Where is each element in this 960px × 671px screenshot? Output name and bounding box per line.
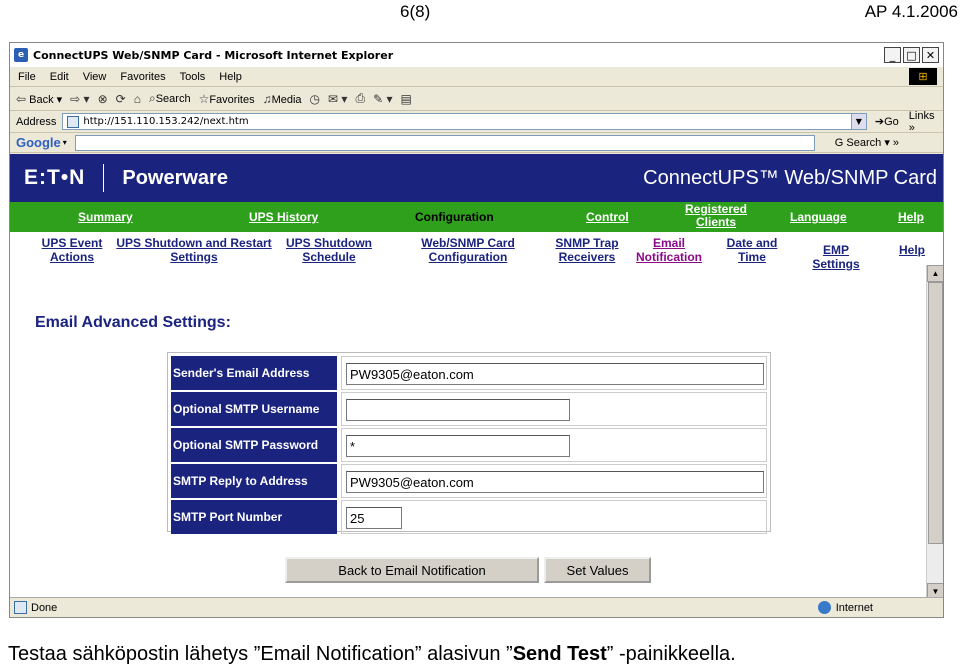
scroll-thumb[interactable]	[928, 282, 943, 544]
refresh-icon[interactable]: ⟳	[115, 91, 126, 106]
smtp-password-input[interactable]	[346, 435, 570, 457]
google-search-input[interactable]	[75, 135, 815, 151]
port-label: SMTP Port Number	[171, 500, 337, 534]
nav-language[interactable]: Language	[790, 210, 847, 224]
links-button[interactable]: Links »	[908, 109, 935, 134]
back-button[interactable]: ⇦ Back ▾	[16, 91, 63, 106]
address-label: Address	[16, 115, 57, 128]
go-button[interactable]: ➔Go	[874, 116, 899, 128]
caption-part2: ” -painikkeella.	[606, 643, 736, 665]
ie-icon: e	[14, 48, 28, 62]
nav-help[interactable]: Help	[898, 210, 925, 224]
document-date: AP 4.1.2006	[864, 2, 958, 21]
reply-row	[171, 464, 767, 498]
print-icon[interactable]: ⎙	[355, 91, 366, 105]
page-icon	[67, 116, 79, 128]
subnav-shutdown-schedule[interactable]: UPS Shutdown Schedule	[286, 236, 372, 264]
password-row	[171, 428, 767, 462]
username-row	[171, 392, 767, 426]
search-label: Search	[155, 93, 191, 105]
menu-bar	[10, 67, 943, 87]
address-url: http://151.110.153.242/next.htm	[83, 116, 249, 127]
password-cell	[341, 428, 767, 462]
mail-icon[interactable]: ✉ ▾	[328, 91, 348, 106]
reply-cell	[341, 464, 767, 498]
star-icon: ☆	[198, 91, 210, 106]
password-label: Optional SMTP Password	[171, 428, 337, 462]
nav-configuration[interactable]: Configuration	[415, 210, 494, 224]
menu-help[interactable]: Help	[219, 70, 242, 83]
subnav-email-notification[interactable]: Email Notification	[636, 236, 702, 264]
sender-email-input[interactable]	[346, 363, 764, 385]
menu-view[interactable]: View	[82, 70, 107, 83]
menu-favorites[interactable]: Favorites	[120, 70, 166, 83]
windows-logo-icon: ⊞	[909, 68, 937, 85]
minimize-button[interactable]: _	[884, 47, 901, 63]
username-cell	[341, 392, 767, 426]
set-values-button[interactable]: Set Values	[544, 557, 651, 583]
smtp-username-input[interactable]	[346, 399, 570, 421]
globe-icon	[818, 601, 831, 614]
toolbar	[10, 87, 943, 111]
nav-summary[interactable]: Summary	[78, 210, 133, 224]
media-icon: ♫	[262, 91, 272, 106]
vertical-scrollbar[interactable]	[926, 265, 943, 583]
home-icon[interactable]: ⌂	[133, 91, 141, 106]
back-arrow-icon: ⇦	[16, 91, 27, 106]
google-search-label: Search	[846, 137, 882, 149]
port-row	[171, 500, 767, 534]
forward-icon[interactable]: ⇨ ▾	[70, 91, 90, 106]
subnav-snmp-trap-receivers[interactable]: SNMP Trap Receivers	[555, 236, 619, 264]
primary-nav	[10, 202, 943, 232]
caption-bold: Send Test	[512, 643, 607, 665]
subnav-emp-settings[interactable]: EMP Settings	[812, 243, 860, 271]
search-icon: ⌕	[148, 91, 156, 105]
sender-label: Sender's Email Address	[171, 356, 337, 390]
status-bar	[10, 597, 943, 617]
back-label: Back	[29, 93, 54, 106]
search-button[interactable]	[149, 91, 191, 106]
secondary-nav	[10, 232, 943, 271]
smtp-reply-input[interactable]	[346, 471, 764, 493]
google-dropdown-icon[interactable]: ▾	[62, 138, 67, 147]
powerware-logo: Powerware	[122, 166, 228, 189]
google-search-button[interactable]: G Search ▾ »	[834, 137, 900, 149]
nav-registered-clients[interactable]: Registered Clients	[684, 202, 748, 229]
links-label: Links	[908, 109, 935, 122]
caption-part1: Testaa sähköpostin lähetys ”Email Notification” alasivun ”	[8, 643, 513, 665]
discuss-icon[interactable]: ▤	[400, 91, 412, 106]
security-zone	[818, 601, 873, 614]
document-caption	[8, 643, 736, 666]
smtp-port-input[interactable]	[346, 507, 402, 529]
go-label: Go	[884, 116, 899, 128]
email-settings-form	[167, 352, 771, 532]
maximize-button[interactable]: □	[903, 47, 920, 63]
sender-cell	[341, 356, 767, 390]
address-bar	[10, 111, 943, 133]
scroll-down-icon[interactable]: ▼	[927, 583, 943, 600]
nav-control[interactable]: Control	[586, 210, 629, 224]
page-done-icon	[14, 601, 27, 614]
subnav-help[interactable]: Help	[898, 243, 925, 257]
google-toolbar	[10, 133, 943, 153]
nav-ups-history[interactable]: UPS History	[249, 210, 319, 224]
scroll-up-icon[interactable]: ▲	[927, 265, 943, 282]
address-dropdown-icon[interactable]: ▼	[851, 114, 866, 129]
document-page-number: 6(8)	[400, 2, 431, 21]
menu-file[interactable]: File	[18, 70, 36, 83]
address-input[interactable]	[62, 113, 867, 130]
subnav-ups-event-actions[interactable]: UPS Event Actions	[41, 236, 103, 264]
media-button[interactable]	[263, 92, 302, 106]
history-icon[interactable]: ◷	[309, 91, 321, 106]
web-content	[10, 154, 943, 603]
product-name: ConnectUPS™ Web/SNMP Card	[643, 166, 937, 189]
close-button[interactable]: ✕	[922, 47, 939, 63]
menu-tools[interactable]: Tools	[179, 70, 206, 83]
username-label: Optional SMTP Username	[171, 392, 337, 426]
brand-header	[10, 154, 943, 202]
subnav-card-configuration[interactable]: Web/SNMP Card Configuration	[421, 236, 515, 264]
sender-row	[171, 356, 767, 390]
google-logo[interactable]: Google	[16, 135, 61, 150]
reply-label: SMTP Reply to Address	[171, 464, 337, 498]
brand-divider	[103, 164, 104, 192]
favorites-label: Favorites	[209, 93, 255, 106]
zone-text: Internet	[835, 601, 873, 614]
title-bar	[10, 43, 943, 67]
port-cell	[341, 500, 767, 534]
window-title: ConnectUPS Web/SNMP Card - Microsoft Internet Explorer	[33, 48, 394, 62]
status-text: Done	[31, 601, 58, 614]
subnav-date-time[interactable]: Date and Time	[726, 236, 778, 264]
eaton-logo: E:T•N	[24, 166, 86, 189]
menu-edit[interactable]: Edit	[49, 70, 69, 83]
subnav-shutdown-restart[interactable]: UPS Shutdown and Restart Settings	[116, 236, 272, 264]
media-label: Media	[271, 93, 302, 106]
browser-window	[9, 42, 944, 618]
page-title: Email Advanced Settings:	[35, 314, 231, 331]
edit-icon[interactable]: ✎ ▾	[373, 91, 393, 106]
back-to-email-notification-button[interactable]: Back to Email Notification	[285, 557, 539, 583]
favorites-button[interactable]	[199, 92, 255, 106]
stop-icon[interactable]: ⊗	[97, 91, 108, 106]
